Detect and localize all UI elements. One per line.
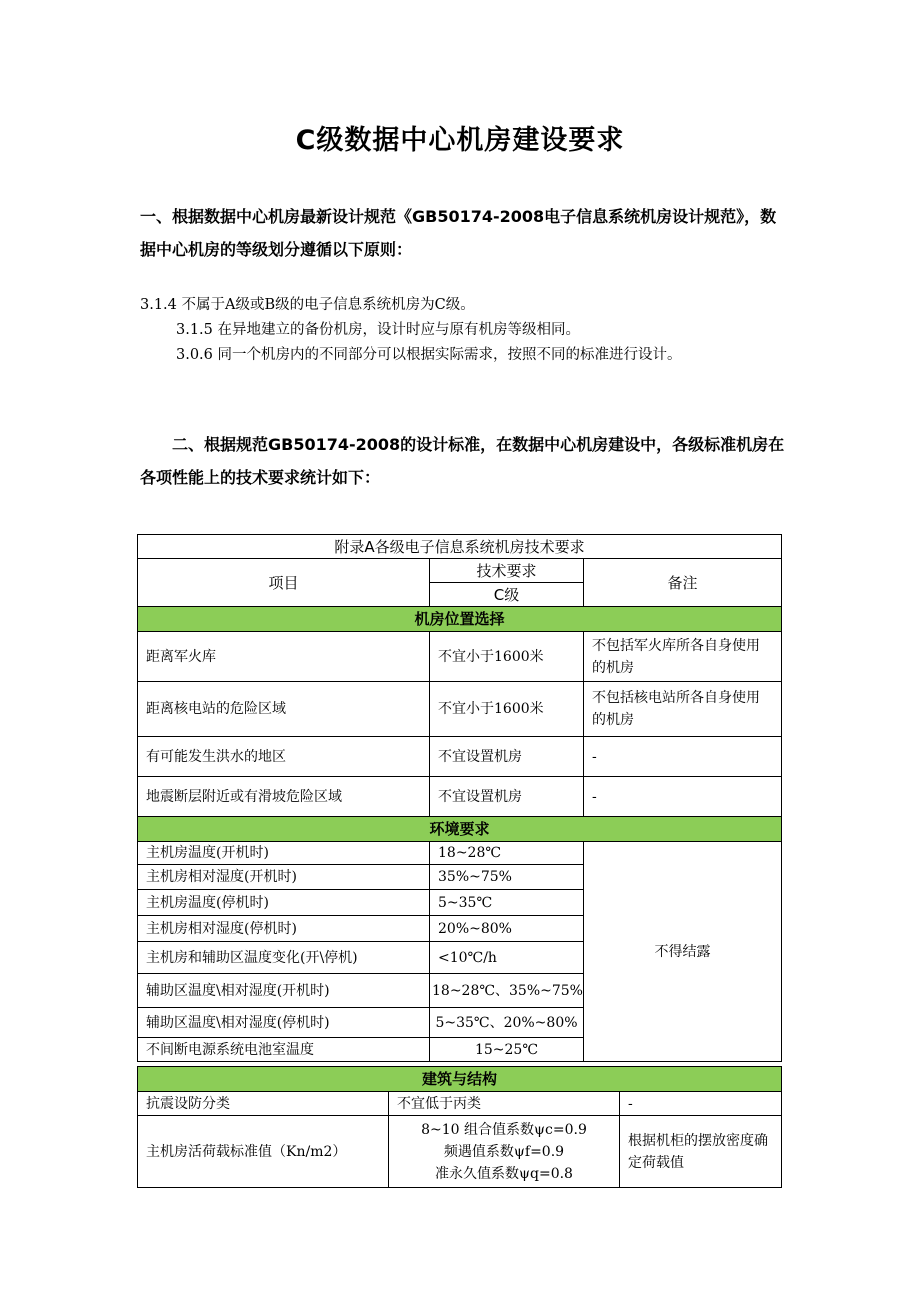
row-note: - <box>620 1092 782 1116</box>
row-value: <10℃/h <box>430 942 584 974</box>
row-item: 地震断层附近或有滑坡危险区域 <box>138 777 430 817</box>
row-item: 主机房温度(停机时) <box>138 890 430 916</box>
row-value: 5~35℃、20%~80% <box>430 1008 584 1038</box>
table-row <box>138 1116 782 1188</box>
load-frequent-line: 频遇值系数ψf=0.9 <box>443 1143 565 1160</box>
table-row <box>138 682 782 737</box>
row-value: 20%~80% <box>430 916 584 942</box>
table-row <box>138 842 782 865</box>
section-structure: 建筑与结构 <box>138 1067 782 1092</box>
row-item: 抗震设防分类 <box>138 1092 389 1116</box>
rule-306: 3.0.6 同一个机房内的不同部分可以根据实际需求，按照不同的标准进行设计。 <box>176 347 682 363</box>
row-item: 距离军火库 <box>138 632 430 682</box>
row-value: 18~28℃、35%~75% <box>430 974 584 1008</box>
header-level-c: C级 <box>430 583 584 607</box>
section-heading-1: 一、根据数据中心机房最新设计规范《GB50174-2008电子信息系统机房设计规范》，数据中心机房的等级划分遵循以下原则： <box>140 207 777 259</box>
rule-314: 3.1.4 不属于A级或B级的电子信息系统机房为C级。 <box>140 297 475 313</box>
table-caption: 附录A各级电子信息系统机房技术要求 <box>138 535 782 559</box>
row-item: 辅助区温度\相对湿度(开机时) <box>138 974 430 1008</box>
row-note: 不包括核电站所各自身使用的机房 <box>584 682 782 737</box>
section-row-structure <box>138 1067 782 1092</box>
document-title: C级数据中心机房建设要求 <box>295 125 625 156</box>
row-item: 主机房和辅助区温度变化(开\停机) <box>138 942 430 974</box>
row-value: 不宜低于丙类 <box>389 1092 620 1116</box>
row-item: 主机房相对湿度(开机时) <box>138 865 430 890</box>
row-value: 18~28℃ <box>430 842 584 865</box>
row-note: 根据机柜的摆放密度确定荷载值 <box>620 1116 782 1188</box>
row-item: 不间断电源系统电池室温度 <box>138 1038 430 1062</box>
environment-note: 不得结露 <box>584 842 782 1062</box>
row-value: 不宜设置机房 <box>430 737 584 777</box>
header-tech: 技术要求 <box>430 559 584 583</box>
header-item: 项目 <box>138 559 430 607</box>
row-note: 不包括军火库所各自身使用的机房 <box>584 632 782 682</box>
row-note: - <box>584 777 782 817</box>
row-item: 有可能发生洪水的地区 <box>138 737 430 777</box>
row-value: 35%~75% <box>430 865 584 890</box>
row-value: 不宜设置机房 <box>430 777 584 817</box>
section-environment: 环境要求 <box>138 817 782 842</box>
rules-list <box>140 293 790 368</box>
row-item: 主机房相对湿度(停机时) <box>138 916 430 942</box>
table-row <box>138 737 782 777</box>
row-note: - <box>584 737 782 777</box>
row-item: 距离核电站的危险区域 <box>138 682 430 737</box>
structure-table <box>137 1066 782 1188</box>
row-item: 辅助区温度\相对湿度(停机时) <box>138 1008 430 1038</box>
row-value: 不宜小于1600米 <box>430 682 584 737</box>
section-location: 机房位置选择 <box>138 607 782 632</box>
table-row <box>138 1092 782 1116</box>
load-quasi-permanent-line: 准永久值系数ψq=0.8 <box>435 1165 573 1182</box>
section-row-location <box>138 607 782 632</box>
table-row <box>138 632 782 682</box>
rule-315: 3.1.5 在异地建立的备份机房，设计时应与原有机房等级相同。 <box>176 322 581 338</box>
row-value-multiline <box>389 1116 620 1188</box>
row-item: 主机房活荷载标准值（Kn/m2） <box>138 1116 389 1188</box>
load-combination-line: 8~10 组合值系数ψc=0.9 <box>421 1121 587 1138</box>
tech-requirements-table <box>137 534 782 1062</box>
row-value: 5~35℃ <box>430 890 584 916</box>
row-value: 不宜小于1600米 <box>430 632 584 682</box>
row-item: 主机房温度(开机时) <box>138 842 430 865</box>
row-value: 15~25℃ <box>430 1038 584 1062</box>
section-heading-2: 二、根据规范GB50174-2008的设计标准，在数据中心机房建设中，各级标准机房在各项性能上的技术要求统计如下： <box>140 435 785 487</box>
header-note: 备注 <box>584 559 782 607</box>
table-row <box>138 777 782 817</box>
section-row-environment <box>138 817 782 842</box>
